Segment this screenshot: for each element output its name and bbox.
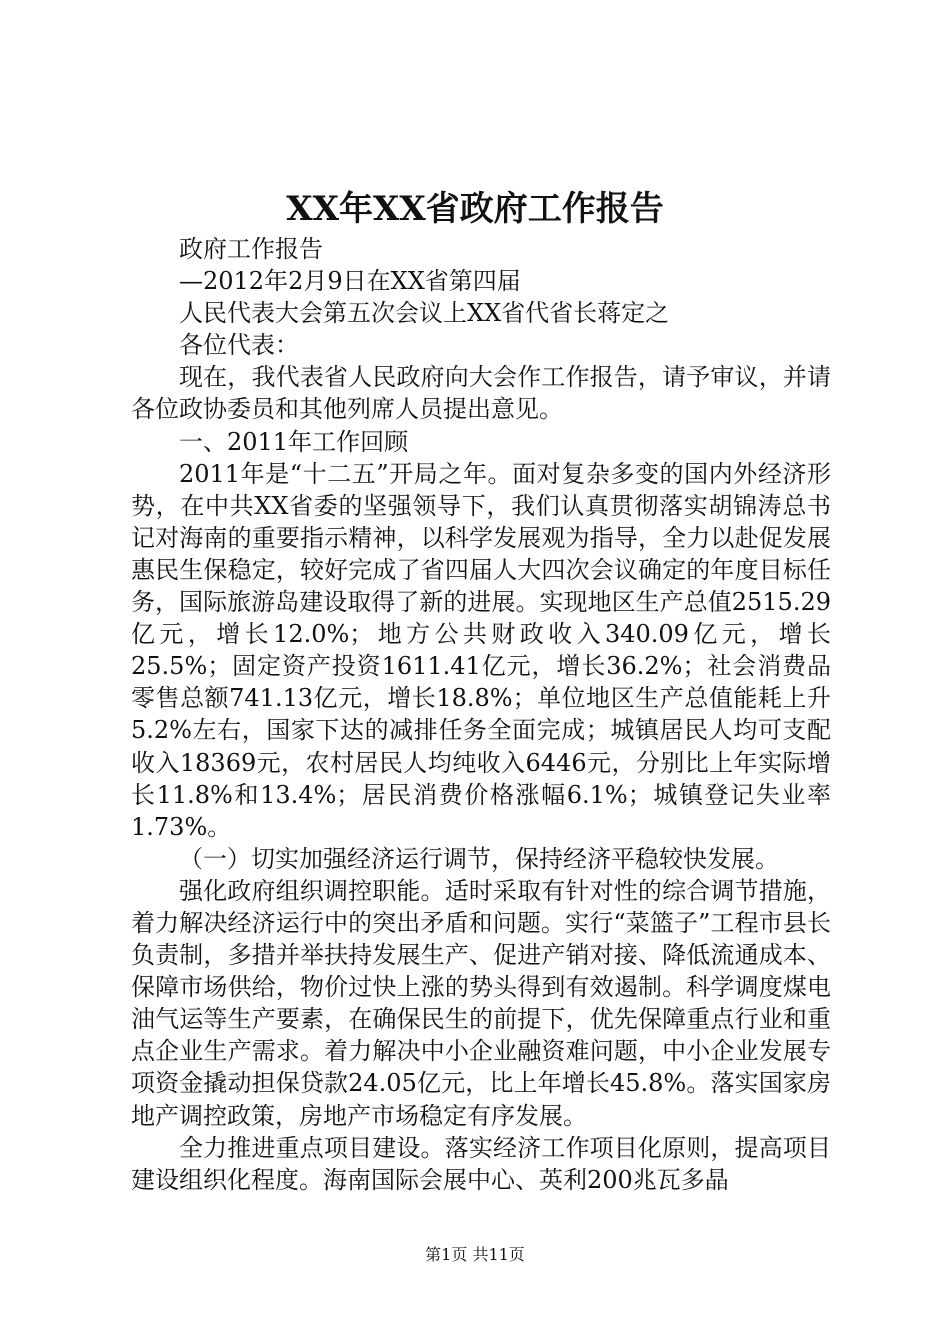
document-body bbox=[131, 233, 831, 1196]
paragraph: 政府工作报告 bbox=[179, 235, 323, 263]
document-title: XX年XX省政府工作报告 bbox=[286, 189, 664, 229]
paragraph: —2012年2月9日在XX省第四届 bbox=[179, 267, 521, 296]
paragraph: 强化政府组织调控职能。适时采取有针对性的综合调节措施，着力解决经济运行中的突出矛盾和问题。实行“菜篮子”工程市县长负责制，多措并举扶持发展生产、促进产销对接、降低流通成本、保障市场供给，物价过快上涨的势头得到有效遏制。科学调度煤电油气运等生产要素，在确保民生的前提下，优先保障重点行业和重点企业生产需求。着力解决中小企业融资难问题，中小企业发展专项资金撬动担保贷款24.05亿元，比上年增长45.8%。落实国家房地产调控政策，房地产市场稳定有序发展。 bbox=[131, 876, 831, 1130]
page-footer: 第1页 共11页 bbox=[425, 1245, 525, 1264]
section-heading: 一、2011年工作回顾 bbox=[179, 427, 409, 456]
paragraph: 各位代表： bbox=[179, 331, 299, 360]
paragraph: 2011年是“十二五”开局之年。面对复杂多变的国内外经济形势，在中共XX省委的坚强领导下，我们认真贯彻落实胡锦涛总书记对海南的重要指示精神，以科学发展观为指导，全力以赴促发展惠民生保稳定，较好完成了省四届人大四次会议确定的年度目标任务，国际旅游岛建设取得了新的进展。实现地区生产总值2515.29亿元，增长12.0%；地方公共财政收入340.09亿元，增长25.5%；固定资产投资1611.41亿元，增长36.2%；社会消费品零售总额741.13亿元，增长18.8%；单位地区生产总值能耗上升5.2%左右，国家下达的减排任务全面完成；城镇居民人均可支配收入18369元，农村居民人均纯收入6446元，分别比上年实际增长11.8%和13.4%；居民消费价格涨幅6.1%；城镇登记失业率1.73%。 bbox=[131, 459, 831, 841]
paragraph: 现在，我代表省人民政府向大会作工作报告，请予审议，并请各位政协委员和其他列席人员提出意见。 bbox=[131, 363, 831, 424]
paragraph: 人民代表大会第五次会议上XX省代省长蒋定之 bbox=[179, 299, 670, 328]
subsection-heading: （一）切实加强经济运行调节，保持经济平稳较快发展。 bbox=[179, 844, 779, 873]
paragraph: 全力推进重点项目建设。落实经济工作项目化原则，提高项目建设组织化程度。海南国际会展中心、英利200兆瓦多晶 bbox=[131, 1133, 831, 1194]
